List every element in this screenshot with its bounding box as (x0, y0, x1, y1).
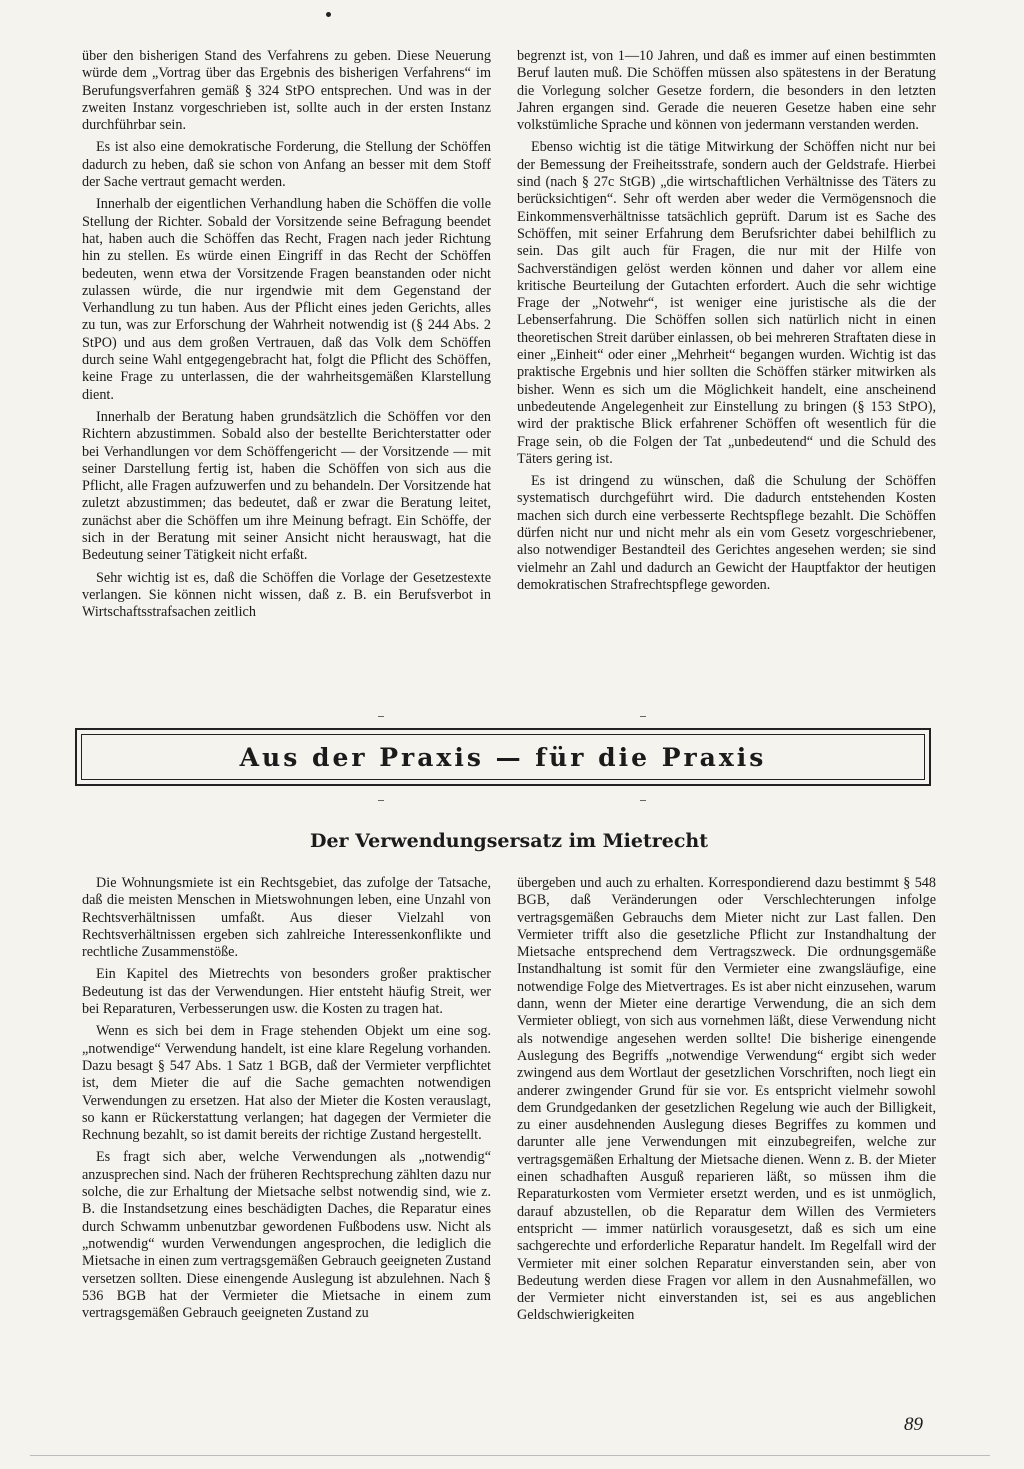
paragraph: über den bisherigen Stand des Verfahrens zu geben. Diese Neuerung würde dem „Vortrag über das Ergebnis des bisherigen Verfahrens“ im Berufungsverfahren gemäß § 324 StPO entsprechen. Und was in der zweiten Instanz vorgeschrieben ist, sollte auch in der ersten Instanz durchführbar sein. (82, 48, 491, 134)
article-title: Der Verwendungsersatz im Mietrecht (309, 830, 709, 852)
paragraph: Innerhalb der eigentlichen Verhandlung haben die Schöffen die volle Stellung der Richter. Sobald der Vorsitzende seine Befragung beendet hat, haben auch die Schöffen das Recht, Fragen nach jeder Richtung hin zu stellen. Es würde einen Eingriff in das Recht der Schöffen bedeuten, wenn etwa der Vorsitzende Fragen beanstanden oder nicht zulassen würde, die nur irgendwie mit dem Gegenstand der Verhandlung zu tun haben. Aus der Pflicht eines jeden Gerichts, alles zu tun, was zur Erforschung der Wahrheit notwendig ist (§ 244 Abs. 2 StPO) und aus dem großen Vertrauen, daß das Volk dem Schöffen durch seine Wahl entgegengebracht hat, folgt die Pflicht des Schöffen, keine Frage zu unterlassen, die der wahrheitsgemäßen Klarstellung dient. (82, 196, 491, 403)
cut-mark (640, 800, 646, 801)
page-number: 89 (904, 1414, 923, 1435)
paragraph: Sehr wichtig ist es, daß die Schöffen die Vorlage der Gesetzestexte verlangen. Sie können nicht wissen, daß z. B. ein Berufsverbot in Wirtschaftsstrafsachen zeitlich (82, 569, 491, 621)
page-edge-rule (30, 1455, 990, 1456)
paragraph: begrenzt ist, von 1—10 Jahren, und daß es immer auf einen bestimmten Beruf lauten muß. Die Schöffen müssen also spätestens in der Beratung die Vorlegung solcher Gesetze fordern, die besonders in den letzten Jahren ergangen sind. Gerade die neueren Gesetze haben eine sehr volkstümliche Sprache und können von jedermann verstanden werden. (517, 48, 936, 134)
ink-dot (326, 12, 331, 17)
column-top-left (82, 48, 491, 627)
section-banner-title: Aus der Praxis — für die Praxis (81, 734, 925, 780)
column-top-right (517, 48, 936, 599)
section-banner (75, 728, 931, 786)
column-bottom-left (82, 875, 491, 1327)
cut-mark (378, 800, 384, 801)
paragraph: Es ist dringend zu wünschen, daß die Schulung der Schöffen systematisch durchgeführt wird. Die dadurch entstehenden Kosten machen sich durch eine verbesserte Rechtspflege bezahlt. Die Schöffen dürfen nicht nur und nicht mehr als ein vom Gesetz vorgeschriebener, also notwendiger Bestandteil des Gerichtes angesehen werden; sie sind vielmehr an Zahl und dadurch an Gewicht der Hauptfaktor der heutigen demokratischen Strafrechtspflege geworden. (517, 473, 936, 593)
paragraph: Es ist also eine demokratische Forderung, die Stellung der Schöffen dadurch zu heben, daß sie schon von Anfang an besser mit dem Stoff der Sache vertraut gemacht werden. (82, 139, 491, 191)
paragraph: übergeben und auch zu erhalten. Korrespondierend dazu bestimmt § 548 BGB, daß Veränderungen oder Verschlechterungen infolge vertragsgemäßen Gebrauchs dem Mieter nicht zur Last fallen. Den Vermieter trifft also die gesetzliche Pflicht zur Instandhaltung der Mietsache entsprechend dem Vertragszweck. Die ordnungsgemäße Instandhaltung ist somit für den Vermieter eine zwangsläufige, eine notwendige Folge des Mietvertrages. Es ist aber nicht einzusehen, warum dann, wenn der Mieter eine derartige Verwendung, die an sich dem Vermieter obliegt, von sich aus vornehmen läßt, diese Verwendung nicht als notwendige angesehen werden sollte! Die bisherige einengende Auslegung des Begriffs „notwendige Verwendung“ ergibt sich weder zwingend aus dem Wortlaut der gesetzlichen Vorschriften, noch liegt ein anderer zwingender Grund für sie vor. Es entspricht vielmehr sowohl dem Grundgedanken der gesetzlichen Regelung wie auch der Billigkeit, zu einer ausdehnenden Auslegung dieses Begriffes zu kommen und darunter alle jene Verwendungen mit einzubegreifen, welche zur vertragsgemäßen Erhaltung der Mietsache dienen. Wenn z. B. der Mieter einen schadhaften Ausguß reparieren läßt, so müssen ihm die Reparaturkosten vom Vermieter ersetzt werden, und es ist unmöglich, darauf abzustellen, ob die Reparatur dem Willen des Vermieters entspricht — immer natürlich vorausgesetzt, daß es sich um eine sachgerechte und erforderliche Reparatur handelt. Im Regelfall wird der Vermieter mit einer solchen Reparatur einverstanden sein, aber von Bedeutung werden diese Fragen vor allem in den Ausnahmefällen, wo der Vermieter nicht einverstanden ist, sei es aus angeblichen Geldschwierigkeiten (517, 875, 936, 1324)
cut-mark (378, 716, 384, 717)
paragraph: Wenn es sich bei dem in Frage stehenden Objekt um eine sog. „notwendige“ Verwendung handelt, ist eine klare Regelung vorhanden. Dazu besagt § 547 Abs. 1 Satz 1 BGB, daß der Vermieter verpflichtet ist, dem Mieter die auf die Sache gemachten notwendigen Verwendungen zu ersetzen. Hat also der Mieter die Kosten verauslagt, so kann er Rückerstattung verlangen; hat dagegen der Vermieter die Rechnung bezahlt, so ist damit bereits der richtige Zustand hergestellt. (82, 1023, 491, 1144)
paragraph: Innerhalb der Beratung haben grundsätzlich die Schöffen vor den Richtern abzustimmen. Sobald also der bestellte Berichterstatter oder bei Verhandlungen vor dem Schöffengericht — der Vorsitzende — mit seiner Darstellung fertig ist, haben die Schöffen von sich aus die Pflicht, alle Fragen aufzuwerfen und zu behandeln. Der Vorsitzende hat zuletzt abzustimmen; das bedeutet, daß er zwar die Beratung leitet, zunächst aber die Schöffen um ihre Meinung befragt. Ein Schöffe, der sich in der Beratung mit seiner Ansicht nicht herauswagt, hat die Bedeutung seiner Tätigkeit nicht erfaßt. (82, 408, 491, 564)
paragraph: Die Wohnungsmiete ist ein Rechtsgebiet, das zufolge der Tatsache, daß die meisten Menschen in Mietswohnungen leben, eine Unzahl von Rechtsverhältnissen umfaßt. Aus dieser Vielzahl von Rechtsverhältnissen ergeben sich zahlreiche Interessenkonflikte und rechtliche Zusammenstöße. (82, 875, 491, 961)
paragraph: Es fragt sich aber, welche Verwendungen als „notwendig“ anzusprechen sind. Nach der früheren Rechtsprechung zählten dazu nur solche, die zur Erhaltung der Mietsache selbst notwendig sind, wie z. B. die Instandsetzung eines beschädigten Daches, die Reparatur eines durch Schwamm unbenutzbar gewordenen Fußbodens usw. Nicht als „notwendig“ wurden Verwendungen angesprochen, die lediglich die Mietsache in einen zum vertragsgemäßen Gebrauch geeigneten Zustand versetzen sollten. Diese einengende Auslegung ist abzulehnen. Nach § 536 BGB hat der Vermieter die Mietsache in einem zum vertragsgemäßen Gebrauch geeigneten Zustand zu (82, 1149, 491, 1322)
cut-mark (640, 716, 646, 717)
paragraph: Ein Kapitel des Mietrechts von besonders großer praktischer Bedeutung ist das der Verwendungen. Hier entsteht häufig Streit, wer bei Reparaturen, Verbesserungen usw. die Kosten zu tragen hat. (82, 966, 491, 1018)
column-bottom-right (517, 875, 936, 1330)
paragraph: Ebenso wichtig ist die tätige Mitwirkung der Schöffen nicht nur bei der Bemessung der Freiheitsstrafe, sondern auch der Geldstrafe. Hierbei sind (nach § 27c StGB) „die wirtschaftlichen Verhältnisse des Täters zu berücksichtigen“. Sehr oft werden aber weder die Vermögensnoch die Einkommensverhältnisse tatsächlich geprüft. Darum ist es Sache des Schöffen, mit seiner Erfahrung dem Berufsrichter dabei behilflich zu sein. Das gilt auch für Fragen, die nur mit der Hilfe von Sachverständigen gelöst werden können und daher vor allem eine kritische Beurteilung der Gutachten erfordert. Auch die sehr wichtige Frage der „Notwehr“, ist weniger eine juristische als die der Lebenserfahrung. Die Schöffen sollen sich natürlich nicht in einen theoretischen Streit darüber einlassen, ob bei mehreren Straftaten diese in einer „Einheit“ oder einer „Mehrheit“ begangen wurden. Wichtig ist das praktische Ergebnis und hier sollten die Schöffen stärker mitwirken als bisher. Wenn es sich um die Möglichkeit handelt, eine anscheinend unbedeutende Angelegenheit zur Einstellung zu bringen (§ 153 StPO), wird der praktische Blick erfahrener Schöffen oft wesentlich für die Frage sein, ob die Folgen der Tat „unbedeutend“ und die Schuld des Täters gering ist. (517, 139, 936, 467)
